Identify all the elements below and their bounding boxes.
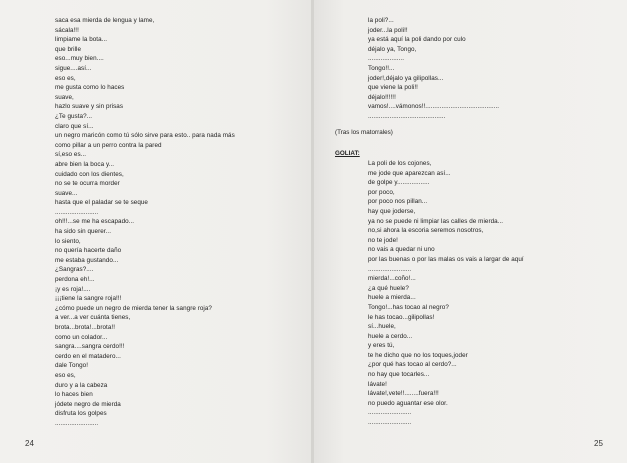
verse-line: ¿por qué has tocao al cerdo?... — [368, 361, 457, 369]
verse-line: ........................ — [55, 419, 99, 427]
verse-line: dale Tongo! — [55, 362, 88, 370]
verse-line: no quería hacerte daño — [55, 247, 122, 255]
verse-line: ¿a qué huele? — [368, 284, 409, 292]
verse-line: suave, — [55, 93, 74, 101]
verse-line: te he dicho que no los toques,joder — [368, 351, 468, 359]
verse-line: joder!,déjalo ya gilipollas... — [368, 74, 444, 82]
verse-line: me gusta como lo haces — [55, 84, 125, 92]
verse-line: vamos!....vámonos!!......................................... — [368, 103, 500, 111]
verse-line: hay que joderse, — [368, 207, 416, 215]
verse-line: ........................ — [55, 208, 99, 216]
verse-line: huele a mierda... — [368, 294, 416, 302]
verse-line: ya está aquí la poli dando por culo — [368, 36, 466, 44]
verse-line: brota...brota!...brota!! — [55, 324, 116, 331]
verse-line: ha sido sin querer... — [55, 228, 112, 236]
verse-line: eso...muy bien.... — [55, 55, 104, 63]
verse-line: que viene la poli!! — [368, 84, 418, 92]
verse-line: abre bien la boca y... — [55, 160, 115, 168]
verse-line: eso es, — [55, 371, 76, 379]
verse-line: ¿Sangras?.... — [55, 266, 94, 274]
verse-line: no se te ocurra morder — [55, 180, 120, 188]
verse-line: por poco, — [368, 188, 395, 196]
verse-line: hasta que el paladar se te seque — [55, 199, 148, 207]
verse-line: disfruta los golpes — [55, 410, 107, 418]
verse-line: eso es, — [55, 74, 76, 82]
verse-line: jódete negro de mierda — [55, 400, 121, 408]
verse-line: no puedo aguantar ese olor. — [368, 399, 448, 407]
verse-line: ya no se puede ni limpiar las calles de mierda... — [368, 217, 504, 225]
verse-line: por las buenas o por las malas os vais a largar de aquí — [368, 255, 524, 263]
verse-line: no te jode! — [368, 236, 398, 244]
verse-line: déjalo ya, Tongo, — [368, 45, 417, 53]
verse-line: ........................ — [368, 409, 412, 417]
verse-line: me estaba gustando... — [55, 256, 119, 264]
verse-line: como un colador... — [55, 333, 108, 341]
verse-line: y eres tú, — [368, 342, 395, 350]
stage-direction: (Tras los matorrales) — [335, 129, 393, 136]
verse-line: claro que sí... — [55, 122, 94, 130]
right-page-text-top — [368, 16, 499, 122]
book-gutter — [311, 0, 314, 463]
verse-line: cuidado con los dientes, — [55, 170, 124, 178]
verse-line: oh!!!...se me ha escapado... — [55, 218, 135, 226]
verse-line: mierda!...coño!... — [368, 275, 416, 283]
verse-line: ........................ — [368, 265, 412, 273]
verse-line: no vais a quedar ni uno — [368, 246, 435, 254]
verse-line: saca esa mierda de lengua y lame, — [55, 17, 155, 24]
verse-line: la poli?... — [368, 17, 394, 24]
right-page-text-bottom — [368, 159, 524, 428]
verse-line: Tongo!...has tocao al negro? — [368, 303, 449, 311]
verse-line: ¡y es roja!.... — [55, 285, 91, 293]
verse-line: joder...la poli!! — [368, 26, 408, 34]
verse-line: perdona eh!... — [55, 276, 95, 284]
verse-line: ........................................... — [368, 112, 446, 120]
verse-line: lo haces bien — [55, 391, 93, 399]
verse-line: no,si ahora la escoria seremos nosotros, — [368, 227, 484, 235]
verse-line: no hay que tocarles... — [368, 371, 430, 379]
verse-line: lávate!,vete!!........fuera!!! — [368, 390, 439, 398]
left-page-text — [55, 16, 235, 429]
verse-line: sí...huele, — [368, 323, 396, 331]
verse-line: hazlo suave y sin prisas — [55, 103, 124, 111]
verse-line: ........................ — [368, 419, 412, 427]
speaker-name: GOLIAT: — [335, 150, 360, 157]
verse-line: que brille — [55, 45, 82, 53]
verse-line: un negro maricón como tú sólo sirve para esto.. para nada más — [55, 132, 235, 140]
verse-line: lávate! — [368, 380, 387, 388]
verse-line: sí,eso es... — [55, 151, 87, 159]
verse-line: déjalo!!!!!! — [368, 93, 396, 101]
verse-line: de golpe y.................. — [368, 179, 430, 187]
verse-line: me jode que aparezcan así... — [368, 169, 451, 177]
verse-line: a ver...a ver cuánta tienes, — [55, 314, 131, 322]
verse-line: .................... — [368, 55, 404, 63]
verse-line: como pillar a un perro contra la pared — [55, 141, 162, 149]
verse-line: Tongo!!... — [368, 64, 395, 72]
verse-line: ¿cómo puede un negro de mierda tener la sangre roja? — [55, 304, 212, 312]
verse-line: lo siento, — [55, 237, 81, 245]
verse-line: limpiame la bota... — [55, 36, 108, 44]
verse-line: huele a cerdo... — [368, 332, 413, 340]
verse-line: La poli de los cojones, — [368, 160, 432, 167]
verse-line: le has tocao...gilipollas! — [368, 313, 435, 321]
verse-line: cerdo en el matadero... — [55, 352, 121, 360]
verse-line: ¿Te gusta?... — [55, 112, 93, 120]
verse-line: ¡¡¡tiene la sangre roja!!! — [55, 295, 122, 303]
verse-line: sigue....así... — [55, 64, 92, 72]
page-number-right: 25 — [594, 439, 603, 448]
verse-line: sácala!!! — [55, 26, 79, 34]
verse-line: por poco nos pillan... — [368, 198, 428, 206]
page-number-left: 24 — [25, 439, 34, 448]
verse-line: duro y a la cabeza — [55, 381, 108, 389]
verse-line: sangra....sangra cerdo!!! — [55, 343, 125, 351]
verse-line: suave... — [55, 189, 78, 197]
